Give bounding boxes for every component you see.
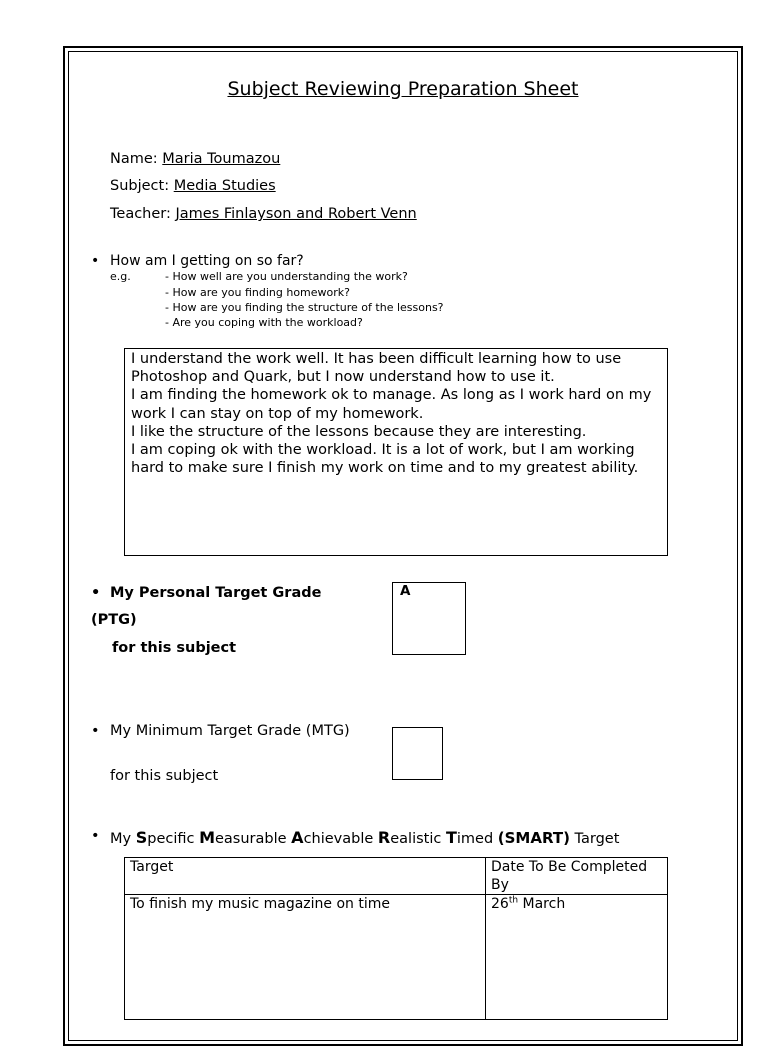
smart-word: Specific <box>135 828 195 847</box>
prompt-item: - How are you finding homework? <box>165 286 350 299</box>
prompt-item: - How well are you understanding the work? <box>165 270 408 283</box>
table-header-row <box>125 858 668 895</box>
smart-word: Achievable <box>291 828 374 847</box>
mtg-label-line2: for this subject <box>110 768 219 784</box>
smart-word: Timed <box>445 828 494 847</box>
smart-heading <box>110 828 619 847</box>
ptg-bullet: • <box>91 585 101 601</box>
smart-target-table <box>124 857 668 1020</box>
eg-label: e.g. <box>110 270 131 283</box>
header-date: Date To Be Completed By <box>486 858 668 895</box>
header-target: Target <box>125 858 486 895</box>
smart-prefix: My <box>110 831 132 847</box>
progress-question: How am I getting on so far? <box>110 253 304 269</box>
row-target: To finish my music magazine on time <box>125 895 486 1020</box>
mtg-label-line1: My Minimum Target Grade (MTG) <box>110 723 350 739</box>
teacher-field <box>110 206 417 222</box>
name-field <box>110 151 280 167</box>
teacher-label: Teacher: <box>110 206 171 222</box>
prompt-item: - Are you coping with the workload? <box>165 316 363 329</box>
smart-word: Measurable <box>199 828 287 847</box>
subject-field <box>110 178 276 194</box>
subject-label: Subject: <box>110 178 170 194</box>
smart-acronym: (SMART) <box>497 829 570 847</box>
prompt-item: - How are you finding the structure of the lessons? <box>165 301 444 314</box>
name-value: Maria Toumazou <box>162 151 281 167</box>
progress-answer-box: I understand the work well. It has been difficult learning how to use Photoshop and Quark, but I now understand how to use it. I am finding the homework ok to manage. As long as I work hard on my work I can stay on top of my homework. I like the structure of the lessons because they are interesting. I am coping ok with the workload. It is a lot of work, but I am working hard to make sure I finish my work on time and to my greatest ability. <box>124 348 668 556</box>
smart-suffix: Target <box>574 831 620 847</box>
row-date: 26th March <box>486 895 668 1020</box>
teacher-value: James Finlayson and Robert Venn <box>175 206 417 222</box>
smart-bullet: • <box>91 828 100 844</box>
subject-value: Media Studies <box>173 178 276 194</box>
progress-bullet: • <box>91 253 100 269</box>
ptg-grade-box <box>392 582 466 655</box>
ptg-label-line2: (PTG) <box>91 612 137 628</box>
smart-word: Realistic <box>377 828 442 847</box>
page-title: Subject Reviewing Preparation Sheet <box>227 78 579 100</box>
ptg-label-line3: for this subject <box>112 640 237 656</box>
mtg-grade-box <box>392 727 443 780</box>
mtg-bullet: • <box>91 723 100 739</box>
ptg-grade-value: A <box>400 583 411 599</box>
table-row <box>125 895 668 1020</box>
ptg-label-line1: My Personal Target Grade <box>110 585 322 601</box>
name-label: Name: <box>110 151 158 167</box>
